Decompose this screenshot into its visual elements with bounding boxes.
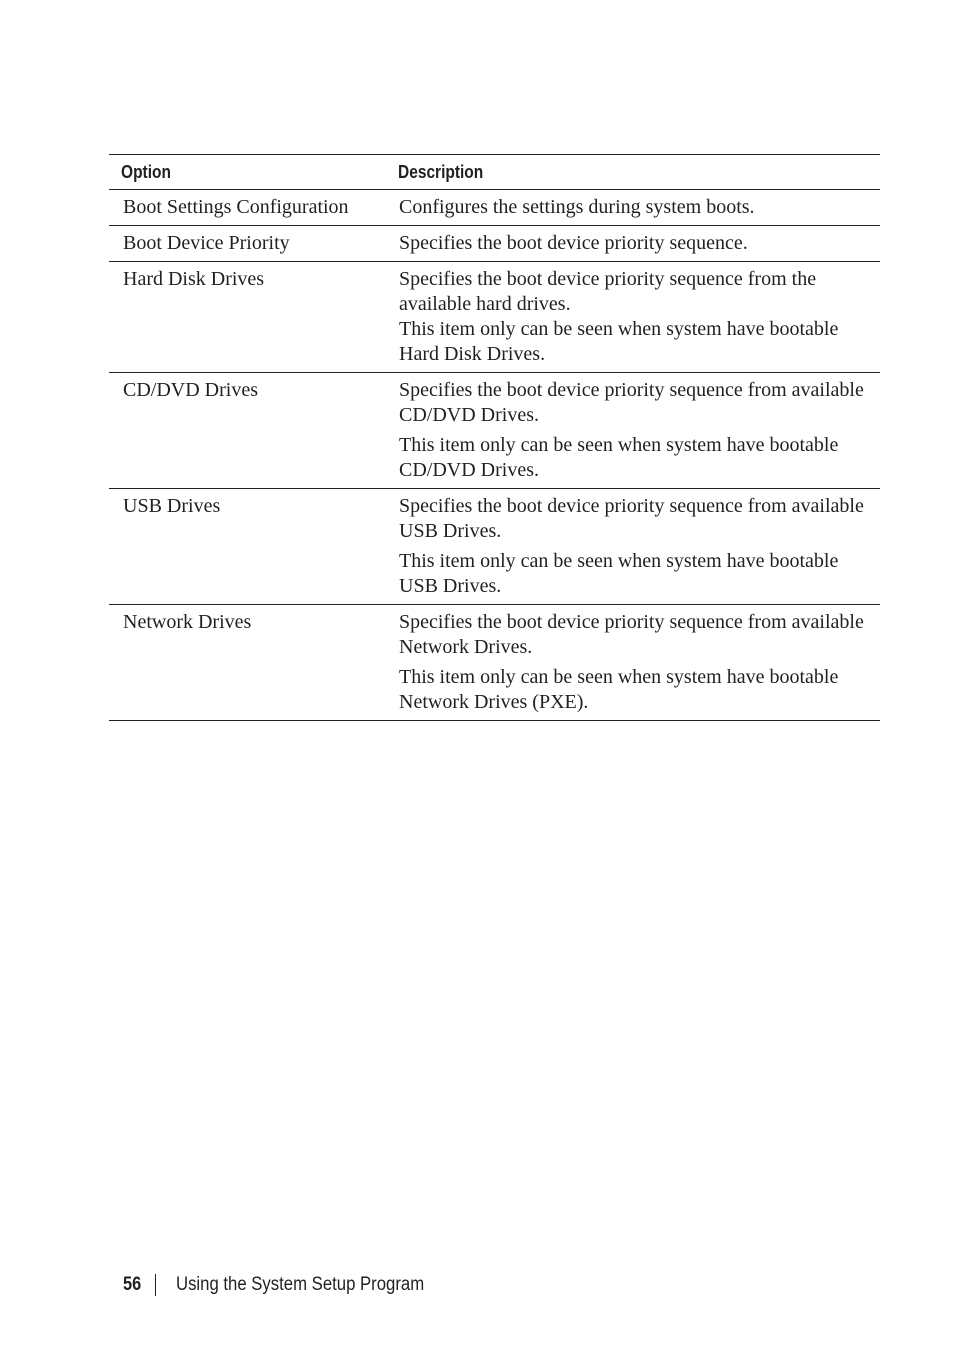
- description-text: Configures the settings during system boots.: [399, 196, 755, 218]
- table-row: [109, 373, 880, 489]
- description-cell: [386, 190, 880, 226]
- description-note: This item only can be seen when system have bootable Hard Disk Drives.: [399, 318, 839, 365]
- boot-options-table: [109, 154, 880, 721]
- description-text: Specifies the boot device priority sequence from available USB Drives.: [399, 495, 864, 542]
- page-number: 56: [123, 1274, 142, 1295]
- table-row: [109, 226, 880, 262]
- option-cell: Network Drives: [123, 611, 252, 633]
- table-row: [109, 262, 880, 373]
- description-cell: [386, 262, 880, 373]
- description-note: This item only can be seen when system have bootable CD/DVD Drives.: [399, 434, 839, 481]
- column-header-option: Option: [121, 161, 171, 182]
- option-cell: CD/DVD Drives: [123, 379, 258, 401]
- option-cell: Boot Device Priority: [123, 232, 290, 254]
- description-cell: [386, 605, 880, 721]
- table-row: [109, 489, 880, 605]
- column-header-description: Description: [398, 161, 484, 182]
- option-cell: USB Drives: [123, 495, 221, 517]
- table-header: [109, 155, 880, 190]
- description-cell: [386, 226, 880, 262]
- footer-section-title: Using the System Setup Program: [176, 1274, 425, 1295]
- description-text: Specifies the boot device priority sequence from available Network Drives.: [399, 611, 864, 658]
- table-body: [109, 190, 880, 721]
- table-row: [109, 190, 880, 226]
- table-header-row: [109, 155, 880, 190]
- page-footer: [123, 1270, 458, 1300]
- description-note: This item only can be seen when system have bootable Network Drives (PXE).: [399, 666, 839, 713]
- description-text: Specifies the boot device priority sequence from available CD/DVD Drives.: [399, 379, 864, 426]
- description-cell: [386, 489, 880, 605]
- description-text: Specifies the boot device priority sequence.: [399, 232, 748, 254]
- description-text: Specifies the boot device priority sequence from the available hard drives.: [399, 268, 817, 315]
- option-cell: Boot Settings Configuration: [123, 196, 349, 218]
- description-note: This item only can be seen when system have bootable USB Drives.: [399, 550, 839, 597]
- table-row: [109, 605, 880, 721]
- footer-divider: [155, 1274, 156, 1296]
- option-cell: Hard Disk Drives: [123, 268, 265, 290]
- description-cell: [386, 373, 880, 489]
